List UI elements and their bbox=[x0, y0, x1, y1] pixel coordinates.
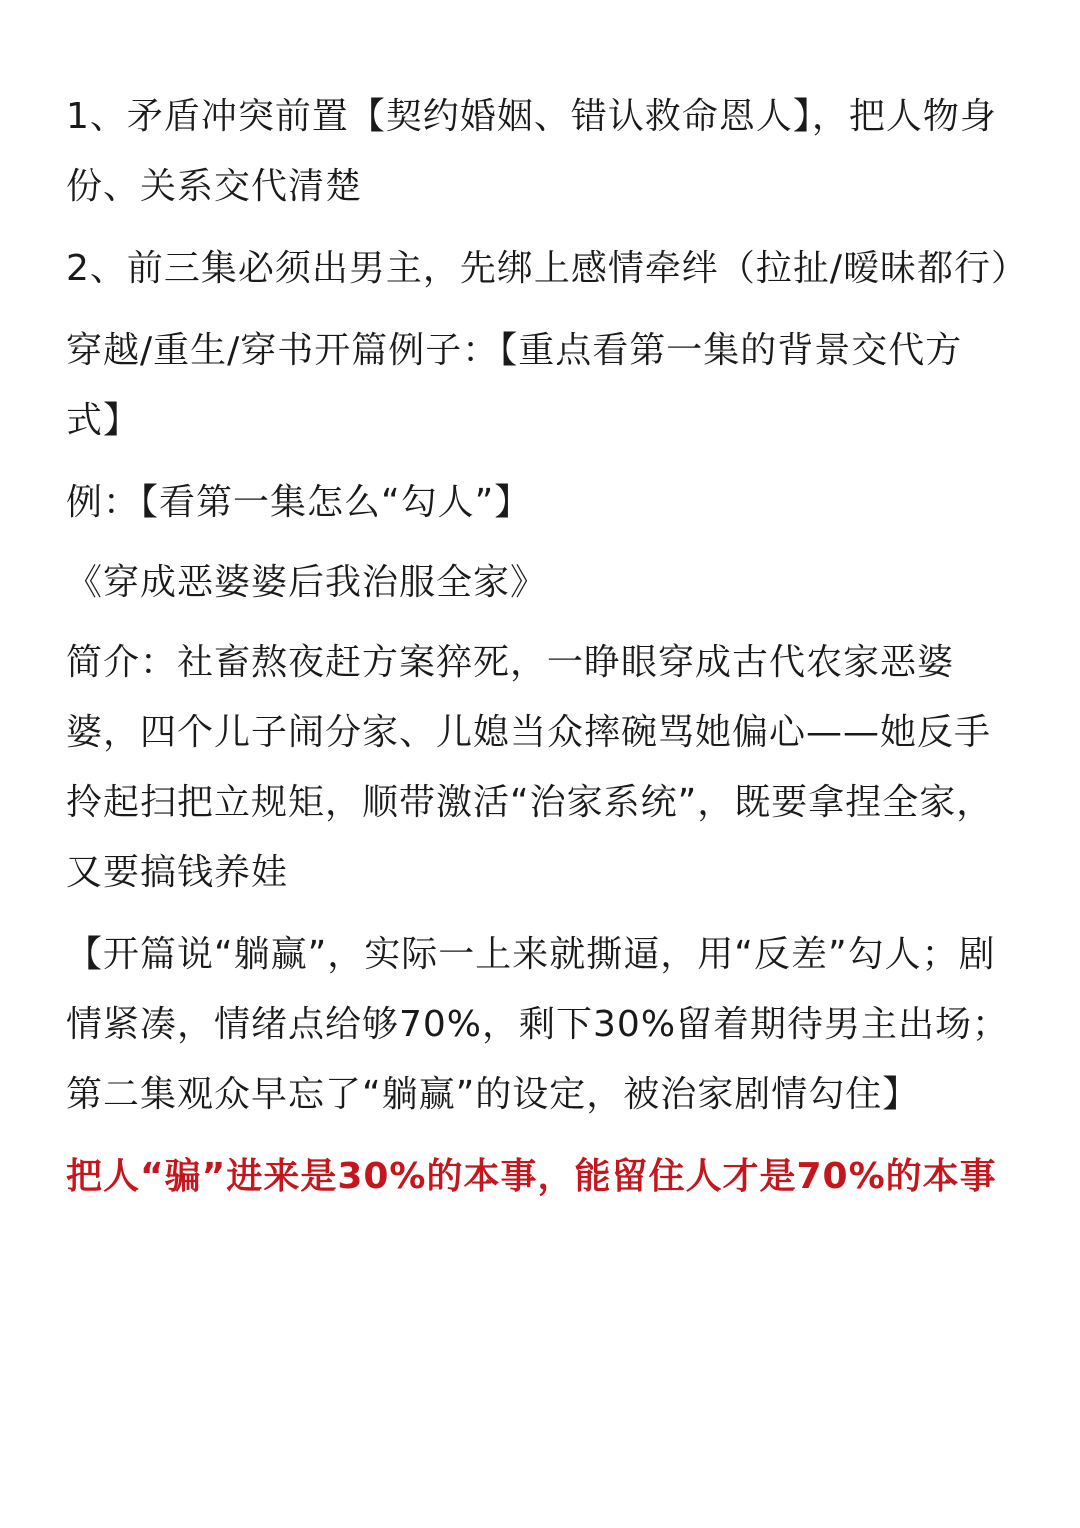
paragraph-synopsis: 简介：社畜熬夜赶方案猝死，一睁眼穿成古代农家恶婆婆，四个儿子闹分家、儿媳当众摔碗骂她偏心——她反手拎起扫把立规矩，顺带激活“治家系统”，既要拿捏全家，又要搞钱养娃 bbox=[66, 642, 994, 893]
paragraph-example-label: 例：【看第一集怎么“勾人”】 bbox=[66, 482, 532, 523]
paragraph-book-title: 《穿成恶婆婆后我治服全家》 bbox=[66, 562, 548, 603]
paragraph-tip-2: 2、前三集必须出男主，先绑上感情牵绊（拉扯/暧昧都行） bbox=[66, 248, 1029, 289]
paragraph-example-intro: 穿越/重生/穿书开篇例子：【重点看第一集的背景交代方式】 bbox=[66, 330, 963, 441]
document-page bbox=[66, 82, 1029, 1224]
paragraph-tip-1: 1、矛盾冲突前置【契约婚姻、错认救命恩人】，把人物身份、关系交代清楚 bbox=[66, 96, 997, 207]
highlight-conclusion: 把人“骗”进来是30%的本事，能留住人才是70%的本事 bbox=[66, 1156, 997, 1197]
paragraph-analysis: 【开篇说“躺赢”，实际一上来就撕逼，用“反差”勾人；剧情紧凑，情绪点给够70%，剩下30%留着期待男主出场；第二集观众早忘了“躺赢”的设定，被治家剧情勾住】 bbox=[66, 934, 1010, 1115]
